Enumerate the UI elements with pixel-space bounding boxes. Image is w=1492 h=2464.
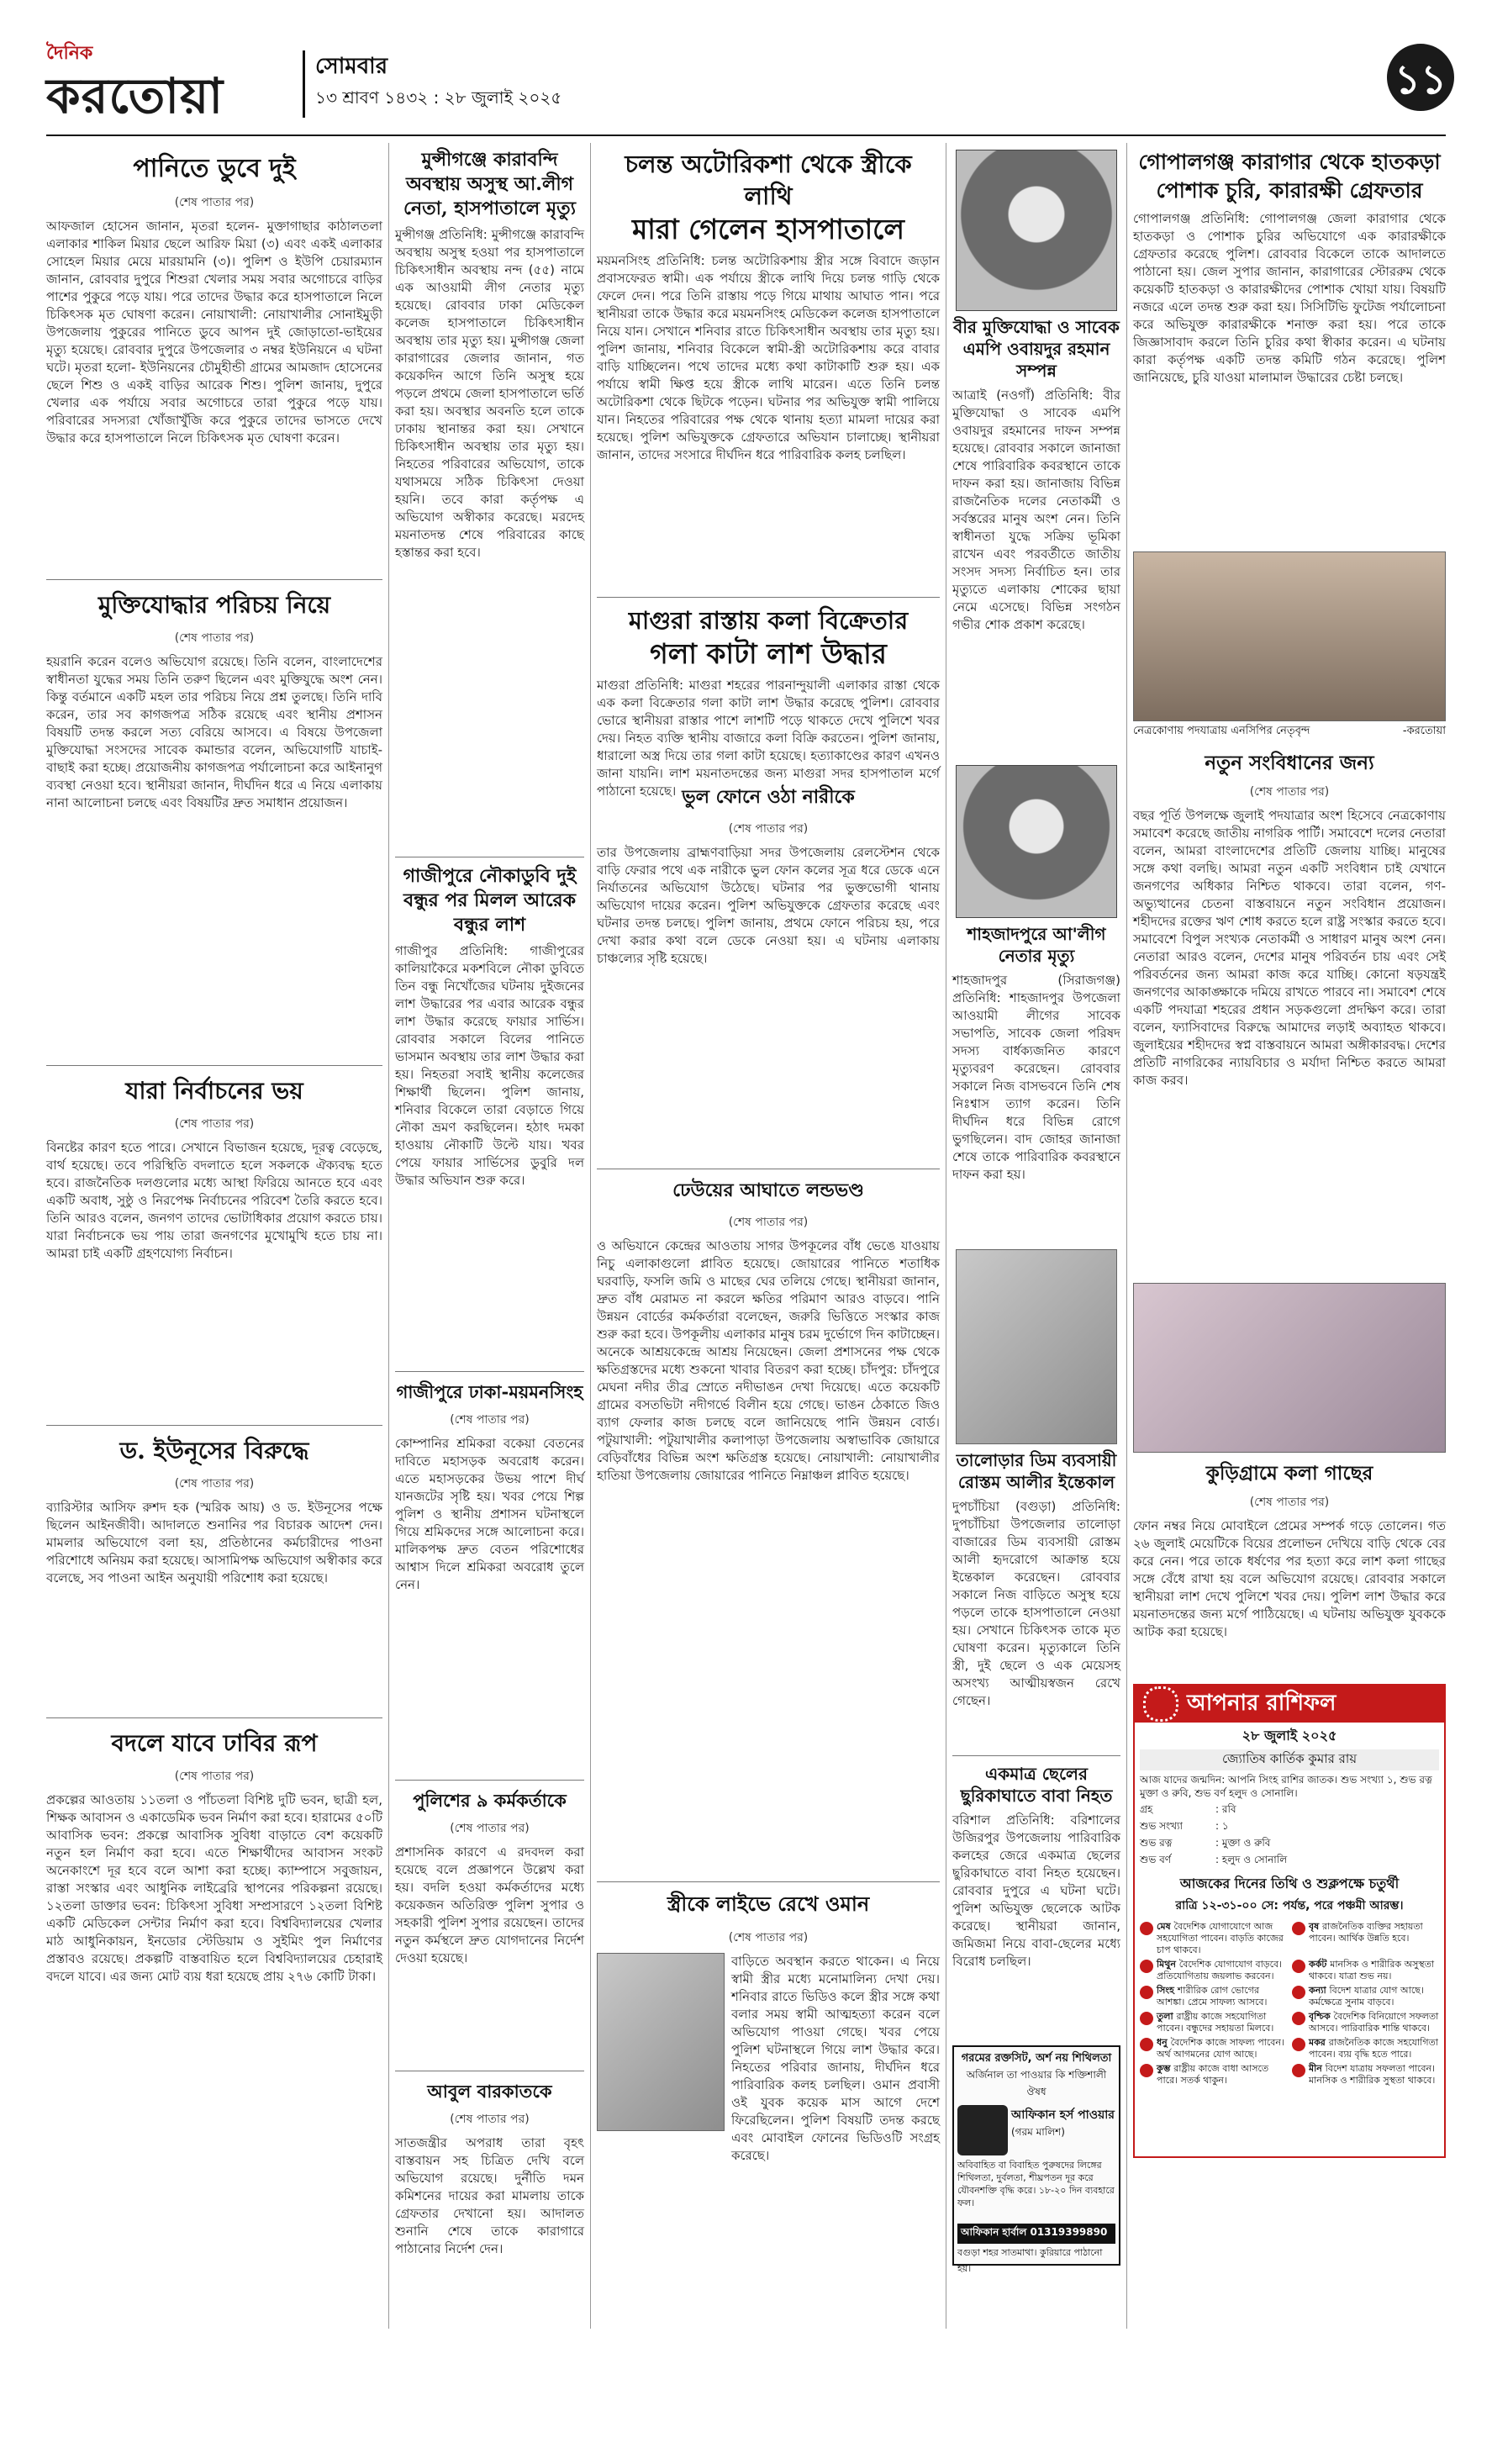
center-flood-title: ঢেউয়ের আঘাতে লন্ডভণ্ড	[597, 1169, 940, 1207]
horoscope-sign-text: বৈদেশিক যোগাযোগ বাড়বে। প্রতিযোগিতায় জয়লাভ করবেন।	[1157, 1959, 1283, 1981]
horoscope-meta-key: শুভ বর্ণ	[1140, 1854, 1172, 1865]
col5-s3-body: ফোন নম্বর নিয়ে মোবাইলে প্রেমের সম্পর্ক গড়ে তোলেন। গত ২৬ জুলাই মেয়েটিকে বিয়ের প্রলোভন দেখিয়ে বাড়ি থেকে বের করে নেন। পরে তাকে ধর্ষণের পর হত্যা করে লাশ কলা গাছের সঙ্গে বেঁধে রাখা হয় বলে অভিযোগ রয়েছে। রোববার সকালে স্থানীয়রা লাশ দেখে পুলিশে খবর দেয়। পুলিশ লাশ উদ্ধার করে ময়নাতদন্তের জন্য মর্গে পাঠিয়েছে। এ ঘটনায় অভিযুক্ত যুবককে আটক করা হয়েছে।	[1133, 1518, 1446, 1639]
obit1-caption: বীর মুক্তিযোদ্ধা ও সাবেক এমপি ওবায়দুর রহমান সম্পন্ন	[953, 317, 1120, 381]
horoscope-meta-row	[1140, 1802, 1439, 1819]
column-5	[1133, 145, 1446, 2339]
zodiac-sign-icon	[1292, 1960, 1305, 1973]
horoscope-sign-name: মকর	[1309, 2037, 1329, 2048]
horoscope-sign-name: কুম্ভ	[1157, 2063, 1174, 2074]
center-lead-body: ময়মনসিংহ প্রতিনিধি: চলন্ত অটোরিকশায় স্ত্রীর সঙ্গে বিবাদে জড়ান প্রবাসফেরত স্বামী। এক পর্যায়ে স্ত্রীকে লাথি দিয়ে চলন্ত গাড়ি থেকে ফেলে দেন। পরে তিনি রাস্তায় পড়ে গিয়ে মাথায় আঘাত পান। পরে স্থানীয়রা তাকে উদ্ধার করে ময়মনসিংহ মেডিকেল কলেজ হাসপাতালে নিয়ে যান। সেখানে শনিবার রাতে চিকিৎসাধীন অবস্থায় তার মৃত্যু হয়। পুলিশ জানায়, শনিবার বিকেলে স্বামী-স্ত্রী অটোরিকশায় করে বাবার বাড়ি যাচ্ছিলেন। পথে তাদের মধ্যে কথা কাটাকাটি শুরু হয়। এক পর্যায়ে স্বামী ক্ষিপ্ত হয়ে স্ত্রীকে লাথি মারেন। এতে তিনি চলন্ত অটোরিকশা থেকে ছিটকে পড়েন। ঘটনার পর অভিযুক্ত স্বামী পালিয়ে যান। নিহতের পরিবারের পক্ষ থেকে থানায় হত্যা মামলা দায়ের করা হয়েছে। পুলিশ অভিযুক্তকে গ্রেফতারে অভিযান চালাচ্ছে। স্থানীয়রা জানান, তাদের সংসারে দীর্ঘদিন ধরে পারিবারিক কলহ চলছিল।	[597, 253, 940, 462]
horoscope-header: আপনার রাশিফল	[1187, 1691, 1336, 1716]
horoscope-sign-text: বৈদেশিক যোগাযোগে আজ সহযোগিতা পাবেন। বাড়তি কাজের চাপ থাকবে।	[1157, 1921, 1284, 1955]
col1-s2-title: মুক্তিযোদ্ধার পরিচয় নিয়ে	[46, 579, 382, 626]
center-lead-title-1: চলন্ত অটোরিকশা থেকে স্ত্রীকে লাথি	[625, 150, 912, 210]
horoscope-sign-text: বিদেশ যাত্রার যোগ আছে। কর্মক্ষেত্রে সুনাম বাড়বে।	[1309, 1985, 1424, 2008]
col2-s3-cont: (শেষ পাতার পর)	[450, 1413, 530, 1427]
col5-s2-body: বছর পূর্তি উপলক্ষে জুলাই পদযাত্রার অংশ হিসেবে নেত্রকোণায় সমাবেশ করেছে জাতীয় নাগরিক পার্টি। সমাবেশে দলের নেতারা বলেন, আমরা বাংলাদেশের প্রতিটি জেলায় যাচ্ছি। মানুষের সঙ্গে কথা বলছি। আমরা নতুন একটি সংবিধান চাই যেখানে জনগণের অধিকার নিশ্চিত থাকবে। তারা বলেন, গণ-অভ্যুত্থানের চেতনা বাস্তবায়নে নতুন সংবিধান প্রয়োজন। শহীদদের রক্তের ঋণ শোধ করতে হলে রাষ্ট্র সংস্কার করতে হবে। সমাবেশে বিপুল সংখ্যক নেতাকর্মী ও সাধারণ মানুষ অংশ নেন। নেতারা আরও বলেন, দেশের মানুষ পরিবর্তন চায় এবং সেই পরিবর্তনের জন্য আমরা কাজ করে যাচ্ছি। কোনো ষড়যন্ত্রই জনগণের আকাঙ্ক্ষাকে দমিয়ে রাখতে পারবে না। সমাবেশ শেষে একটি পদযাত্রা শহরের প্রধান সড়কগুলো প্রদক্ষিণ করে। তারা বলেন, ফ্যাসিবাদের বিরুদ্ধে আমাদের লড়াই অব্যাহত থাকবে। জুলাইয়ের শহীদদের স্বপ্ন বাস্তবায়নে আমরা অঙ্গীকারবদ্ধ। দেশের প্রতিটি নাগরিকের ন্যায়বিচার ও মর্যাদা নিশ্চিত করতে আমরা কাজ করব।	[1133, 808, 1446, 1088]
netrokona-credit: -করতোয়া	[1402, 725, 1446, 737]
horse-icon	[957, 2105, 1008, 2155]
col2-s1-title: মুন্সীগঞ্জে কারাবন্দি অবস্থায় অসুস্থ আ.লীগ নেতা, হাসপাতালে মৃত্যু	[403, 149, 576, 219]
col2-s4-body: প্রশাসনিক কারণে এ রদবদল করা হয়েছে বলে প্রজ্ঞাপনে উল্লেখ করা হয়। বদলি হওয়া কর্মকর্তাদের মধ্যে কয়েকজন অতিরিক্ত পুলিশ সুপার ও সহকারী পুলিশ সুপার রয়েছেন। তাদের নতুন কর্মস্থলে দ্রুত যোগদানের নির্দেশ দেওয়া হয়েছে।	[395, 1844, 584, 1965]
obit4-title: একমাত্র ছেলের ছুরিকাঘাতে বাবা নিহত	[952, 1755, 1120, 1807]
horoscope-sign	[1292, 1985, 1439, 2008]
obit2-caption: শাহজাদপুরে আ'লীগ নেতার মৃত্যু	[967, 924, 1106, 966]
horoscope-sign-text: শারীরিক রোগ ভোগের আশঙ্কা। প্রেমে সাফল্য আসবে।	[1157, 1985, 1268, 2008]
col2-s3-body: কোম্পানির শ্রমিকরা বকেয়া বেতনের দাবিতে মহাসড়ক অবরোধ করেন। এতে মহাসড়কের উভয় পাশে দীর্ঘ যানজটের সৃষ্টি হয়। খবর পেয়ে শিল্প পুলিশ ও স্থানীয় প্রশাসন ঘটনাস্থলে গিয়ে শ্রমিকদের সঙ্গে আলোচনা করে। মালিকপক্ষ দ্রুত বেতন পরিশোধের আশ্বাস দিলে শ্রমিকরা অবরোধ তুলে নেন।	[395, 1436, 584, 1592]
col5-s2-cont: (শেষ পাতার পর)	[1249, 785, 1330, 799]
horoscope-sign	[1292, 1921, 1439, 1956]
col1-s1-cont: (শেষ পাতার পর)	[174, 196, 255, 209]
horoscope-signs	[1140, 1921, 1439, 2087]
obit2-photo	[956, 765, 1117, 918]
logo-small-text: দৈনিক	[46, 42, 93, 64]
obit3-body: দুপচাঁচিয়া (বগুড়া) প্রতিনিধি: দুপচাঁচিয়া উপজেলার তালোড়া বাজারের ডিম ব্যবসায়ী রোস্তম আলী হৃদরোগে আক্রান্ত হয়ে ইন্তেকাল করেছেন। রোববার সকালে নিজ বাড়িতে অসুস্থ হয়ে পড়লে তাকে হাসপাতালে নেওয়া হয়। সেখানে চিকিৎসক তাকে মৃত ঘোষণা করেন। মৃত্যুকালে তিনি স্ত্রী, দুই ছেলে ও এক মেয়েসহ অসংখ্য আত্মীয়স্বজন রেখে গেছেন।	[952, 1499, 1120, 1708]
col-rule-1	[388, 143, 389, 2329]
column-1	[46, 145, 382, 2339]
col1-s2-cont: (শেষ পাতার পর)	[174, 631, 255, 645]
horoscope-meta-key: শুভ রত্ন	[1140, 1837, 1173, 1849]
horoscope-meta-value: : রবি	[1215, 1803, 1236, 1815]
horoscope-sign	[1292, 2037, 1439, 2060]
col5-lead-title-1: গোপালগঞ্জ কারাগার থেকে হাতকড়া	[1138, 150, 1441, 174]
horoscope-subhead: রাত্রি ১২-৩১-০০ সে: পর্যন্ত, পরে পঞ্চমী আরম্ভ।	[1175, 1899, 1404, 1913]
col2-s1-body: মুন্সীগঞ্জ প্রতিনিধি: মুন্সীগঞ্জে কারাবন্দি অবস্থায় অসুস্থ হওয়া পর হাসপাতালে চিকিৎসাধীন অবস্থায় নন্দ (৫৫) নামে এক আওয়ামী লীগ নেতার মৃত্যু হয়েছে। রোববার ঢাকা মেডিকেল কলেজ হাসপাতালে চিকিৎসাধীন অবস্থায় তার মৃত্যু হয়। মুন্সীগঞ্জ জেলা কারাগারের জেলার জানান, গত কয়েকদিন আগে তিনি অসুস্থ হয়ে পড়লে প্রথমে জেলা হাসপাতালে ভর্তি করা হয়। অবস্থার অবনতি হলে তাকে ঢাকায় স্থানান্তর করা হয়। সেখানে চিকিৎসাধীন অবস্থায় তার মৃত্যু হয়। নিহতের পরিবারের অভিযোগ, তাকে যথাসময়ে সঠিক চিকিৎসা দেওয়া হয়নি। তবে কারা কর্তৃপক্ষ এ অভিযোগ অস্বীকার করেছে। মরদেহ ময়নাতদন্ত শেষে পরিবারের কাছে হস্তান্তর করা হবে।	[395, 227, 584, 560]
horoscope-meta-key: শুভ সংখ্যা	[1140, 1820, 1184, 1832]
masthead-divider	[303, 50, 305, 118]
col2-s4-title: পুলিশের ৯ কর্মকর্তাকে	[395, 1780, 584, 1817]
ad-box	[952, 2045, 1120, 2274]
horoscope-sign	[1140, 1921, 1287, 1956]
col1-s1-body: আফজাল হোসেন জানান, মৃতরা হলেন- মুক্তাগাছার কাঠালতলা এলাকার শাকিল মিয়ার ছেলে আরিফ মিয়া (৩) এবং একই এলাকার সোহেল মিয়ার মেয়ে মারয়ামনি (৩)। পুলিশ ও ইউপি চেয়ারম্যান জানান, রোববার দুপুরে শিশুরা খেলার সময় সবার অগোচরে বাড়ির পাশের পুকুরে পড়ে যায়। পরে তাদের উদ্ধার করে হাসপাতালে নিলে চিকিৎসক মৃত ঘোষণা করেন। নোয়াখালী: নোয়াখালীর সোনাইমুড়ী উপজেলায় পুকুরের পানিতে ডুবে আপন দুই জোড়াতো-ভাইয়ের মৃত্যু হয়েছে। রোববার দুপুরে উপজেলার ৩ নম্বর ইউনিয়নে এ ঘটনা ঘটে। মৃতরা হলো- ইউনিয়নের চৌমুহীন্ডী গ্রামের আমজাদ হোসেনের ছেলে শিশু ও একই বাড়ির আরেক শিশু। পুলিশ জানায়, দুপুরে খেলার এক পর্যায়ে সবার অগোচরে তারা পুকুরে পড়ে যায়। পরিবারের সদস্যরা খোঁজাখুঁজি করে পুকুরে তাদের ভাসতে দেখে উদ্ধার করে হাসপাতালে নিলে চিকিৎসক মৃত ঘোষণা করেন।	[46, 219, 382, 446]
obit3-photo	[956, 1249, 1117, 1444]
ad-line2: অর্জিনাল তা পাওয়ার কি শক্তিশালী ঔষধ	[966, 2069, 1107, 2097]
zodiac-sign-icon	[1140, 1986, 1153, 1999]
col1-s4-title: ড. ইউনূসের বিরুদ্ধে	[46, 1425, 382, 1472]
horoscope-intro: আজ যাদের জন্মদিন: আপনি সিংহ রাশির জাতক। শুভ সংখ্যা ১, শুভ রত্ন মুক্তা ও রুবি, শুভ বর্ণ হলুদ ও সোনালি।	[1140, 1774, 1432, 1799]
horoscope-sign	[1140, 1985, 1287, 2008]
col1-s4-body: ব্যারিস্টার আসিফ রুশদ হক (স্মরিক আয়) ও ড. ইউনূসের পক্ষে ছিলেন আইনজীবী। আদালতে শুনানির পর বিচারক আদেশ দেন। মামলার অভিযোগে বলা হয়, প্রতিষ্ঠানের কর্মচারীদের পাওনা পরিশোধে অনিয়ম করা হয়েছে। আসামিপক্ষ অভিযোগ অস্বীকার করে বলেছে, সব পাওনা আইন অনুযায়ী পরিশোধ করা হয়েছে।	[46, 1500, 382, 1586]
horoscope-sign-text: বৈদেশিক কাজে সাফল্য পাবেন। অর্থ আগমনের যোগ আছে।	[1157, 2037, 1284, 2060]
netrokona-caption: নেত্রকোণায় পদযাত্রায় এনসিপির নেতৃবৃন্দ	[1133, 725, 1310, 737]
zodiac-sign-icon	[1140, 2038, 1153, 2051]
horoscope-author: জ্যোতিষ কার্তিক কুমার রায়	[1140, 1749, 1439, 1770]
horoscope-sign-name: কর্কট	[1309, 1959, 1331, 1970]
masthead-date: ১৩ শ্রাবণ ১৪৩২ : ২৮ জুলাই ২০২৫	[315, 87, 562, 108]
col2-s2-title: গাজীপুরে নৌকাডুবি দুই বন্ধুর পর মিলল আরেক বন্ধুর লাশ	[395, 857, 584, 937]
col2-s5-cont: (শেষ পাতার পর)	[450, 2113, 530, 2126]
ad-line1: গরমের রক্তসিট, অর্শ নয় শিথিলতা	[961, 2052, 1112, 2065]
col2-s3-title: গাজীপুরে ঢাকা-ময়মনসিংহ	[395, 1371, 584, 1408]
obit1-body: আত্রাই (নওগাঁ) প্রতিনিধি: বীর মুক্তিযোদ্ধা ও সাবেক এমপি ওবায়দুর রহমানের দাফন সম্পন্ন হয়েছে। রোববার সকালে জানাজা শেষে পারিবারিক কবরস্থানে তাকে দাফন করা হয়। জানাজায় বিভিন্ন রাজনৈতিক দলের নেতাকর্মী ও সর্বস্তরের মানুষ অংশ নেন। তিনি স্বাধীনতা যুদ্ধে সক্রিয় ভূমিকা রাখেন এবং পরবর্তীতে জাতীয় সংসদ সদস্য নির্বাচিত হন। তার মৃত্যুতে এলাকায় শোকের ছায়া নেমে এসেছে। বিভিন্ন সংগঠন গভীর শোক প্রকাশ করেছে।	[952, 388, 1120, 632]
zodiac-sign-icon	[1140, 2012, 1153, 2025]
horoscope-box	[1133, 1684, 1446, 2158]
col2-s5-title: আবুল বারকাতকে	[395, 2071, 584, 2108]
center-wrongcall-body: তার উপজেলায় ব্রাহ্মণবাড়িয়া সদর উপজেলায় রেলস্টেশন থেকে বাড়ি ফেরার পথে এক নারীকে ভুল ফোন কলের সূত্র ধরে ডেকে এনে নির্যাতনের অভিযোগ উঠেছে। ঘটনার পর ভুক্তভোগী থানায় অভিযোগ দায়ের করেন। পুলিশ অভিযুক্তকে গ্রেফতার করেছে এবং ঘটনার তদন্ত চলছে। পুলিশ জানায়, প্রথমে ফোনে পরিচয় হয়, পরে দেখা করার কথা বলে ডেকে নেওয়া হয়। এ ঘটনায় এলাকায় চাঞ্চল্যের সৃষ্টি হয়েছে।	[597, 845, 940, 966]
netrokona-photo	[1133, 551, 1446, 721]
zodiac-sign-icon	[1292, 2012, 1305, 2025]
center-oman-cont: (শেষ পাতার পর)	[728, 1931, 809, 1944]
horoscope-meta	[1140, 1802, 1439, 1870]
horoscope-sign-name: ধনু	[1157, 2037, 1171, 2048]
horoscope-sign-text: রাষ্ট্রীয় কাজে সহযোগিতা পাবেন। বন্ধুদের সহায়তা মিলবে।	[1157, 2011, 1274, 2034]
col1-s3-cont: (শেষ পাতার পর)	[174, 1117, 255, 1131]
column-3	[597, 145, 940, 2339]
masthead	[46, 34, 1458, 126]
zodiac-sign-icon	[1292, 1922, 1305, 1935]
center-oman-body: বাড়িতে অবস্থান করতে থাকেন। এ নিয়ে স্বামী স্ত্রীর মধ্যে মনোমালিন্য দেখা দেয়। শনিবার রাতে ভিডিও কলে স্ত্রীর সঙ্গে কথা বলার সময় স্বামী আত্মহত্যা করেন বলে অভিযোগ পাওয়া গেছে। খবর পেয়ে পুলিশ ঘটনাস্থলে গিয়ে লাশ উদ্ধার করে। নিহতের পরিবার জানায়, দীর্ঘদিন ধরে পারিবারিক কলহ চলছিল। ওমান প্রবাসী ওই যুবক কয়েক মাস আগে দেশে ফিরেছিলেন। পুলিশ বিষয়টি তদন্ত করছে এবং মোবাইল ফোনের ভিডিওটি সংগ্রহ করেছে।	[731, 1954, 940, 2163]
horoscope-meta-row	[1140, 1819, 1439, 1836]
horoscope-sign-text: বৈদেশিক বিনিয়োগে সফলতা আসবে। পারিবারিক শান্তি থাকবে।	[1309, 2011, 1439, 2034]
center-wrongcall-title: ভুল ফোনে ওঠা নারীকে	[682, 786, 855, 808]
col5-lead-body: গোপালগঞ্জ প্রতিনিধি: গোপালগঞ্জ জেলা কারাগার থেকে হাতকড়া ও পোশাক চুরির অভিযোগে এক কারারক্ষীকে গ্রেফতার করেছে পুলিশ। রোববার বিকেলে তাকে আদালতে পাঠানো হয়। জেল সুপার জানান, কারাগারের স্টোররুম থেকে কয়েকটি হাতকড়া ও কারারক্ষীদের পোশাক খোয়া যায়। বিষয়টি নজরে এলে তদন্ত শুরু করা হয়। সিসিটিভি ফুটেজ পর্যালোচনা করে অভিযুক্ত কারারক্ষীকে শনাক্ত করা হয়। পরে তাকে জিজ্ঞাসাবাদ করলে তিনি চুরির কথা স্বীকার করেন। এ ঘটনায় কারা কর্তৃপক্ষ একটি তদন্ত কমিটি গঠন করেছে। পুলিশ জানিয়েছে, চুরি যাওয়া মালামাল উদ্ধারের চেষ্টা চলছে।	[1133, 211, 1446, 385]
horoscope-meta-row	[1140, 1836, 1439, 1853]
horoscope-meta-key: গ্রহ	[1140, 1803, 1153, 1815]
center-flood-cont: (শেষ পাতার পর)	[728, 1216, 809, 1229]
horoscope-headline: আজকের দিনের তিথি ও শুক্লপক্ষে চতুর্থী	[1179, 1876, 1400, 1892]
horoscope-meta-row	[1140, 1853, 1439, 1870]
ad-note: বগুড়া শহর সাতমাথা। কুরিয়ারে পাঠানো হয়।	[957, 2247, 1103, 2274]
obit4-body: বরিশাল প্রতিনিধি: বরিশালের উজিরপুর উপজেলায় পারিবারিক কলহের জেরে একমাত্র ছেলের ছুরিকাঘাতে বাবা নিহত হয়েছেন। রোববার দুপুরে এ ঘটনা ঘটে। পুলিশ অভিযুক্ত ছেলেকে আটক করেছে। স্থানীয়রা জানান, জমিজমা নিয়ে বাবা-ছেলের মধ্যে বিরোধ চলছিল।	[952, 1812, 1120, 1969]
masthead-rule	[46, 135, 1446, 136]
center-second-title-1: মাগুরা রাস্তায় কলা বিক্রেতার	[597, 597, 940, 636]
column-2	[395, 145, 584, 2339]
col2-s4-cont: (শেষ পাতার পর)	[450, 1822, 530, 1835]
horoscope-sign-text: মানসিক ও শারীরিক অসুস্থতা থাকবে। যাত্রা শুভ নয়।	[1309, 1959, 1435, 1981]
col5-s2-title: নতুন সংবিধানের জন্য	[1205, 752, 1374, 774]
horoscope-sign-text: রাজনৈতিক কাজে সহযোগিতা পাবেন। ব্যয় বৃদ্ধি হতে পারে।	[1309, 2037, 1438, 2060]
horoscope-sign	[1140, 1959, 1287, 1982]
zodiac-sign-icon	[1140, 1922, 1153, 1935]
masthead-logo	[46, 34, 298, 126]
obit1-photo	[956, 150, 1117, 311]
col5-s3-cont: (শেষ পাতার পর)	[1249, 1496, 1330, 1509]
center-wrongcall-cont: (শেষ পাতার পর)	[728, 822, 809, 836]
col5-lead-title-2: পোশাক চুরি, কারারক্ষী গ্রেফতার	[1156, 178, 1423, 203]
horoscope-meta-value: : ১	[1215, 1820, 1229, 1832]
col5-s3-caption: কুড়িগ্রামে কলা গাছের	[1205, 1462, 1373, 1485]
horoscope-meta-value: : হলুদ ও সোনালি	[1215, 1854, 1288, 1865]
horoscope-sign	[1292, 2011, 1439, 2034]
ad-phone[interactable]: আফিকান হার্বাল 01319399890	[957, 2224, 1115, 2244]
oman-photo	[597, 1953, 725, 2131]
ad-body: অবিবাহিত বা বিবাহিত পুরুষদের লিঙ্গের শিথিলতা, দুর্বলতা, শীঘ্রপতন দূর করে যৌবনশক্তি বৃদ্ধি করে। ১৮-২০ দিন ব্যবহারে ফল।	[957, 2160, 1115, 2208]
masthead-weekday: সোমবার	[315, 54, 388, 79]
zodiac-sign-icon	[1292, 1986, 1305, 1999]
horoscope-sign	[1140, 2063, 1287, 2087]
logo-main-text: করতোয়া	[46, 67, 224, 124]
center-second-body: মাগুরা প্রতিনিধি: মাগুরা শহরের পারনান্দুয়ালী এলাকার রাস্তা থেকে এক কলা বিক্রেতার গলা কাটা লাশ উদ্ধার করেছে পুলিশ। রোববার ভোরে স্থানীয়রা রাস্তার পাশে লাশটি পড়ে থাকতে দেখে পুলিশে খবর দেয়। নিহত ব্যক্তি স্থানীয় বাজারে কলা বিক্রি করতেন। পুলিশ জানায়, ধারালো অস্ত্র দিয়ে তার গলা কাটা হয়েছে। হত্যাকাণ্ডের কারণ এখনও জানা যায়নি। লাশ ময়নাতদন্তের জন্য মাগুরা সদর হাসপাতাল মর্গে পাঠানো হয়েছে।	[597, 678, 940, 799]
col1-s5-body: প্রকল্পের আওতায় ১১তলা ও পাঁচতলা বিশিষ্ট দুটি ভবন, ছাত্রী হল, শিক্ষক আবাসন ও একাডেমিক ভবন নির্মাণ করা হবে। হারামের ৫০টি আবাসিক ভবন: প্রকল্পে আবাসিক সুবিধা বাড়াতে বেশ কয়েকটি নতুন হল নির্মাণ করা হবে। এতে শিক্ষার্থীদের আবাসন সংকট অনেকাংশে দূর হবে বলে আশা করা হচ্ছে। ক্যাম্পাসে সবুজায়ন, রাস্তা সংস্কার এবং আধুনিক লাইব্রেরি স্থাপনের পরিকল্পনা রয়েছে। ১২তলা ডাক্তার ভবন: চিকিৎসা সুবিধা সম্প্রসারণে ১২তলা বিশিষ্ট একটি মেডিকেল সেন্টার নির্মাণ করা হবে। বিশ্ববিদ্যালয়ের খেলার মাঠ আধুনিকায়ন, ইনডোর স্টেডিয়াম ও সুইমিং পুল নির্মাণের প্রস্তাবও রয়েছে। প্রকল্পটি বাস্তবায়িত হলে বিশ্ববিদ্যালয়ের চেহারাই বদলে যাবে। এর জন্য মোট ব্যয় ধরা হয়েছে প্রায় ২৭৬ কোটি টাকা।	[46, 1792, 382, 1984]
kurigram-photo	[1133, 1283, 1446, 1453]
col1-s3-title: যারা নির্বাচনের ভয়	[46, 1065, 382, 1112]
ad-brand: আফিকান হর্স পাওয়ার	[1011, 2108, 1115, 2122]
center-second-title-2: গলা কাটা লাশ উদ্ধার	[650, 637, 887, 670]
col2-s2-body: গাজীপুর প্রতিনিধি: গাজীপুরের কালিয়াকৈরে মকশবিলে নৌকা ডুবিতে তিন বন্ধু নিখোঁজের ঘটনায় দুইজনের লাশ উদ্ধারের পর এবার আরেক বন্ধুর লাশ উদ্ধার করেছে ফায়ার সার্ভিস। রোববার সকালে বিলের পানিতে ভাসমান অবস্থায় তার লাশ উদ্ধার করা হয়। নিহতরা সবাই স্থানীয় কলেজের শিক্ষার্থী ছিলেন। পুলিশ জানায়, শনিবার বিকেলে তারা বেড়াতে গিয়ে নৌকা ভ্রমণ করছিলেন। হঠাৎ দমকা হাওয়ায় নৌকাটি উল্টে যায়। খবর পেয়ে ফায়ার সার্ভিসের ডুবুরি দল উদ্ধার অভিযান শুরু করে।	[395, 943, 584, 1188]
horoscope-sign-name: মেষ	[1157, 1921, 1174, 1932]
zodiac-sign-icon	[1140, 1960, 1153, 1973]
horoscope-sign-name: তুলা	[1157, 2011, 1177, 2022]
center-flood-body: ও অভিযানে কেন্দ্রের আওতায় সাগর উপকূলের বাঁধ ভেঙে যাওয়ায় নিচু এলাকাগুলো প্লাবিত হয়েছে। জোয়ারের পানিতে শতাধিক ঘরবাড়ি, ফসলি জমি ও মাছের ঘের তলিয়ে গেছে। স্থানীয়রা জানান, দ্রুত বাঁধ মেরামত না করলে ক্ষতির পরিমাণ আরও বাড়বে। পানি উন্নয়ন বোর্ডের কর্মকর্তারা বলেছেন, জরুরি ভিত্তিতে সংস্কার কাজ শুরু করা হবে। উপকূলীয় এলাকার মানুষ চরম দুর্ভোগে দিন কাটাচ্ছেন। অনেকে আশ্রয়কেন্দ্রে আশ্রয় নিয়েছেন। জেলা প্রশাসনের পক্ষ থেকে ক্ষতিগ্রস্তদের মধ্যে শুকনো খাবার বিতরণ করা হচ্ছে। চাঁদপুর: চাঁদপুরে মেঘনা নদীর তীব্র স্রোতে নদীভাঙন দেখা দিয়েছে। এতে কয়েকটি গ্রামের বসতভিটা নদীগর্ভে বিলীন হয়ে গেছে। ভাঙন ঠেকাতে জিও ব্যাগ ফেলার কাজ চলছে বলে জানিয়েছে পানি উন্নয়ন বোর্ড। পটুয়াখালী: পটুয়াখালীর কলাপাড়া উপজেলায় অস্বাভাবিক জোয়ারে বেড়িবাঁধের বিভিন্ন অংশ ক্ষতিগ্রস্ত হয়েছে। নোয়াখালী: নোয়াখালীর হাতিয়া উপজেলায় জোয়ারের পানিতে নিম্নাঞ্চল প্লাবিত হয়েছে।	[597, 1238, 940, 1483]
horoscope-sign-name: বৃষ	[1309, 1921, 1323, 1932]
col1-s5-cont: (শেষ পাতার পর)	[174, 1770, 255, 1783]
col-rule-2	[590, 143, 591, 2329]
horoscope-sign-name: কন্যা	[1309, 1985, 1330, 1996]
center-oman-title: স্ত্রীকে লাইভে রেখে ওমান	[597, 1881, 940, 1923]
horoscope-meta-value: : মুক্তা ও রুবি	[1215, 1837, 1271, 1849]
horoscope-sign	[1292, 2063, 1439, 2087]
col1-s2-body: হয়রানি করেন বলেও অভিযোগ রয়েছে। তিনি বলেন, বাংলাদেশের স্বাধীনতা যুদ্ধের সময় তিনি তরুণ ছিলেন এবং মুক্তিযুদ্ধে অংশ নেন। কিন্তু বর্তমানে একটি মহল তার পরিচয় নিয়ে প্রশ্ন তুলছে। তিনি দাবি করেন, তার সব কাগজপত্র সঠিক রয়েছে এবং স্থানীয় প্রশাসন বিষয়টি তদন্ত করলে সত্য বেরিয়ে আসবে। এ বিষয়ে উপজেলা মুক্তিযোদ্ধা সংসদের সাবেক কমান্ডার বলেন, অভিযোগটি যাচাই-বাছাই করা হচ্ছে। প্রয়োজনীয় কাগজপত্র পর্যালোচনা করে আইনানুগ ব্যবস্থা নেওয়া হবে। স্থানীয়রা জানান, দীর্ঘদিন ধরে এ নিয়ে এলাকায় নানা আলোচনা চলছে এবং বিষয়টির দ্রুত সমাধান প্রয়োজন।	[46, 654, 382, 810]
page-number: ১১	[1394, 56, 1447, 103]
col-rule-4	[1126, 143, 1127, 2329]
zodiac-sign-icon	[1292, 2064, 1305, 2077]
col2-s5-body: সাতজন্ত্রীর অপরাধ তারা বৃহৎ বাস্তবায়ন সহ চিত্রিত দেখি বলে অভিযোগ রয়েছে। দুর্নীতি দমন কমিশনের দায়ের করা মামলায় তাকে গ্রেফতার দেখানো হয়। আদালত শুনানি শেষে তাকে কারাগারে পাঠানোর নির্দেশ দেন।	[395, 2135, 584, 2256]
horoscope-sign-text: রাষ্ট্রীয় কাজে বাধা আসতে পারে। সতর্ক থাকুন।	[1157, 2063, 1269, 2086]
col1-s3-body: বিনষ্টের কারণ হতে পারে। সেখানে বিভাজন হয়েছে, দূরত্ব বেড়েছে, বার্থ হয়েছে। তবে পরিস্থিতি বদলাতে হলে সকলকে ঐক্যবদ্ধ হতে হবে। রাজনৈতিক দলগুলোর মধ্যে আস্থা ফিরিয়ে আনতে হবে এবং একটি অবাধ, সুষ্ঠু ও নিরপেক্ষ নির্বাচনের পরিবেশ তৈরি করতে হবে। তিনি আরও বলেন, জনগণ তাদের ভোটাধিকার প্রয়োগ করতে চায়। যারা নির্বাচনকে ভয় পায় তারা জনগণের মুখোমুখি হতে চায় না। আমরা চাই একটি গ্রহণযোগ্য নির্বাচন।	[46, 1140, 382, 1261]
zodiac-wheel-icon	[1143, 1686, 1178, 1722]
col1-s5-title: বদলে যাবে ঢাবির রূপ	[46, 1717, 382, 1765]
obit2-body: শাহজাদপুর (সিরাজগঞ্জ) প্রতিনিধি: শাহজাদপুর উপজেলা আওয়ামী লীগের সাবেক সভাপতি, সাবেক জেলা পরিষদ সদস্য বার্ধক্যজনিত কারণে মৃত্যুবরণ করেছেন। রোববার সকালে নিজ বাসভবনে তিনি শেষ নিঃশ্বাস ত্যাগ করেন। তিনি দীর্ঘদিন ধরে বিভিন্ন রোগে ভুগছিলেন। বাদ জোহর জানাজা শেষে তাকে পারিবারিক কবরস্থানে দাফন করা হয়।	[952, 973, 1120, 1182]
zodiac-sign-icon	[1140, 2064, 1153, 2077]
col1-s1-title: পানিতে ডুবে দুই	[133, 154, 296, 183]
horoscope-sign-name: বৃশ্চিক	[1309, 2011, 1334, 2022]
center-lead-title-2: মারা গেলেন হাসপাতালে	[631, 213, 904, 245]
horoscope-sign-text: বিদেশ যাত্রায় সফলতা পাবেন। মানসিক ও শারীরিক সুস্থতা থাকবে।	[1309, 2063, 1436, 2086]
zodiac-sign-icon	[1292, 2038, 1305, 2051]
horoscope-date: ২৮ জুলাই ২০২৫	[1242, 1728, 1337, 1744]
column-4	[952, 145, 1120, 2339]
horoscope-sign-name: মীন	[1309, 2063, 1326, 2074]
horoscope-sign-name: সিংহ	[1157, 1985, 1178, 1996]
horoscope-sign	[1140, 2011, 1287, 2034]
horoscope-sign	[1140, 2037, 1287, 2060]
horoscope-sign	[1292, 1959, 1439, 1982]
horoscope-sign-text: রাজনৈতিক ব্যক্তির সহায়তা পাবেন। আর্থিক উন্নতি হবে।	[1309, 1921, 1423, 1944]
obit3-caption: তালোড়ার ডিম ব্যবসায়ী রোস্তম আলীর ইন্তেকাল	[956, 1450, 1117, 1492]
horoscope-sign-name: মিথুন	[1157, 1959, 1179, 1970]
col1-s4-cont: (শেষ পাতার পর)	[174, 1477, 255, 1491]
ad-brand-sub: (গরম মালিশ)	[1011, 2126, 1065, 2138]
page-number-badge	[1387, 44, 1454, 111]
